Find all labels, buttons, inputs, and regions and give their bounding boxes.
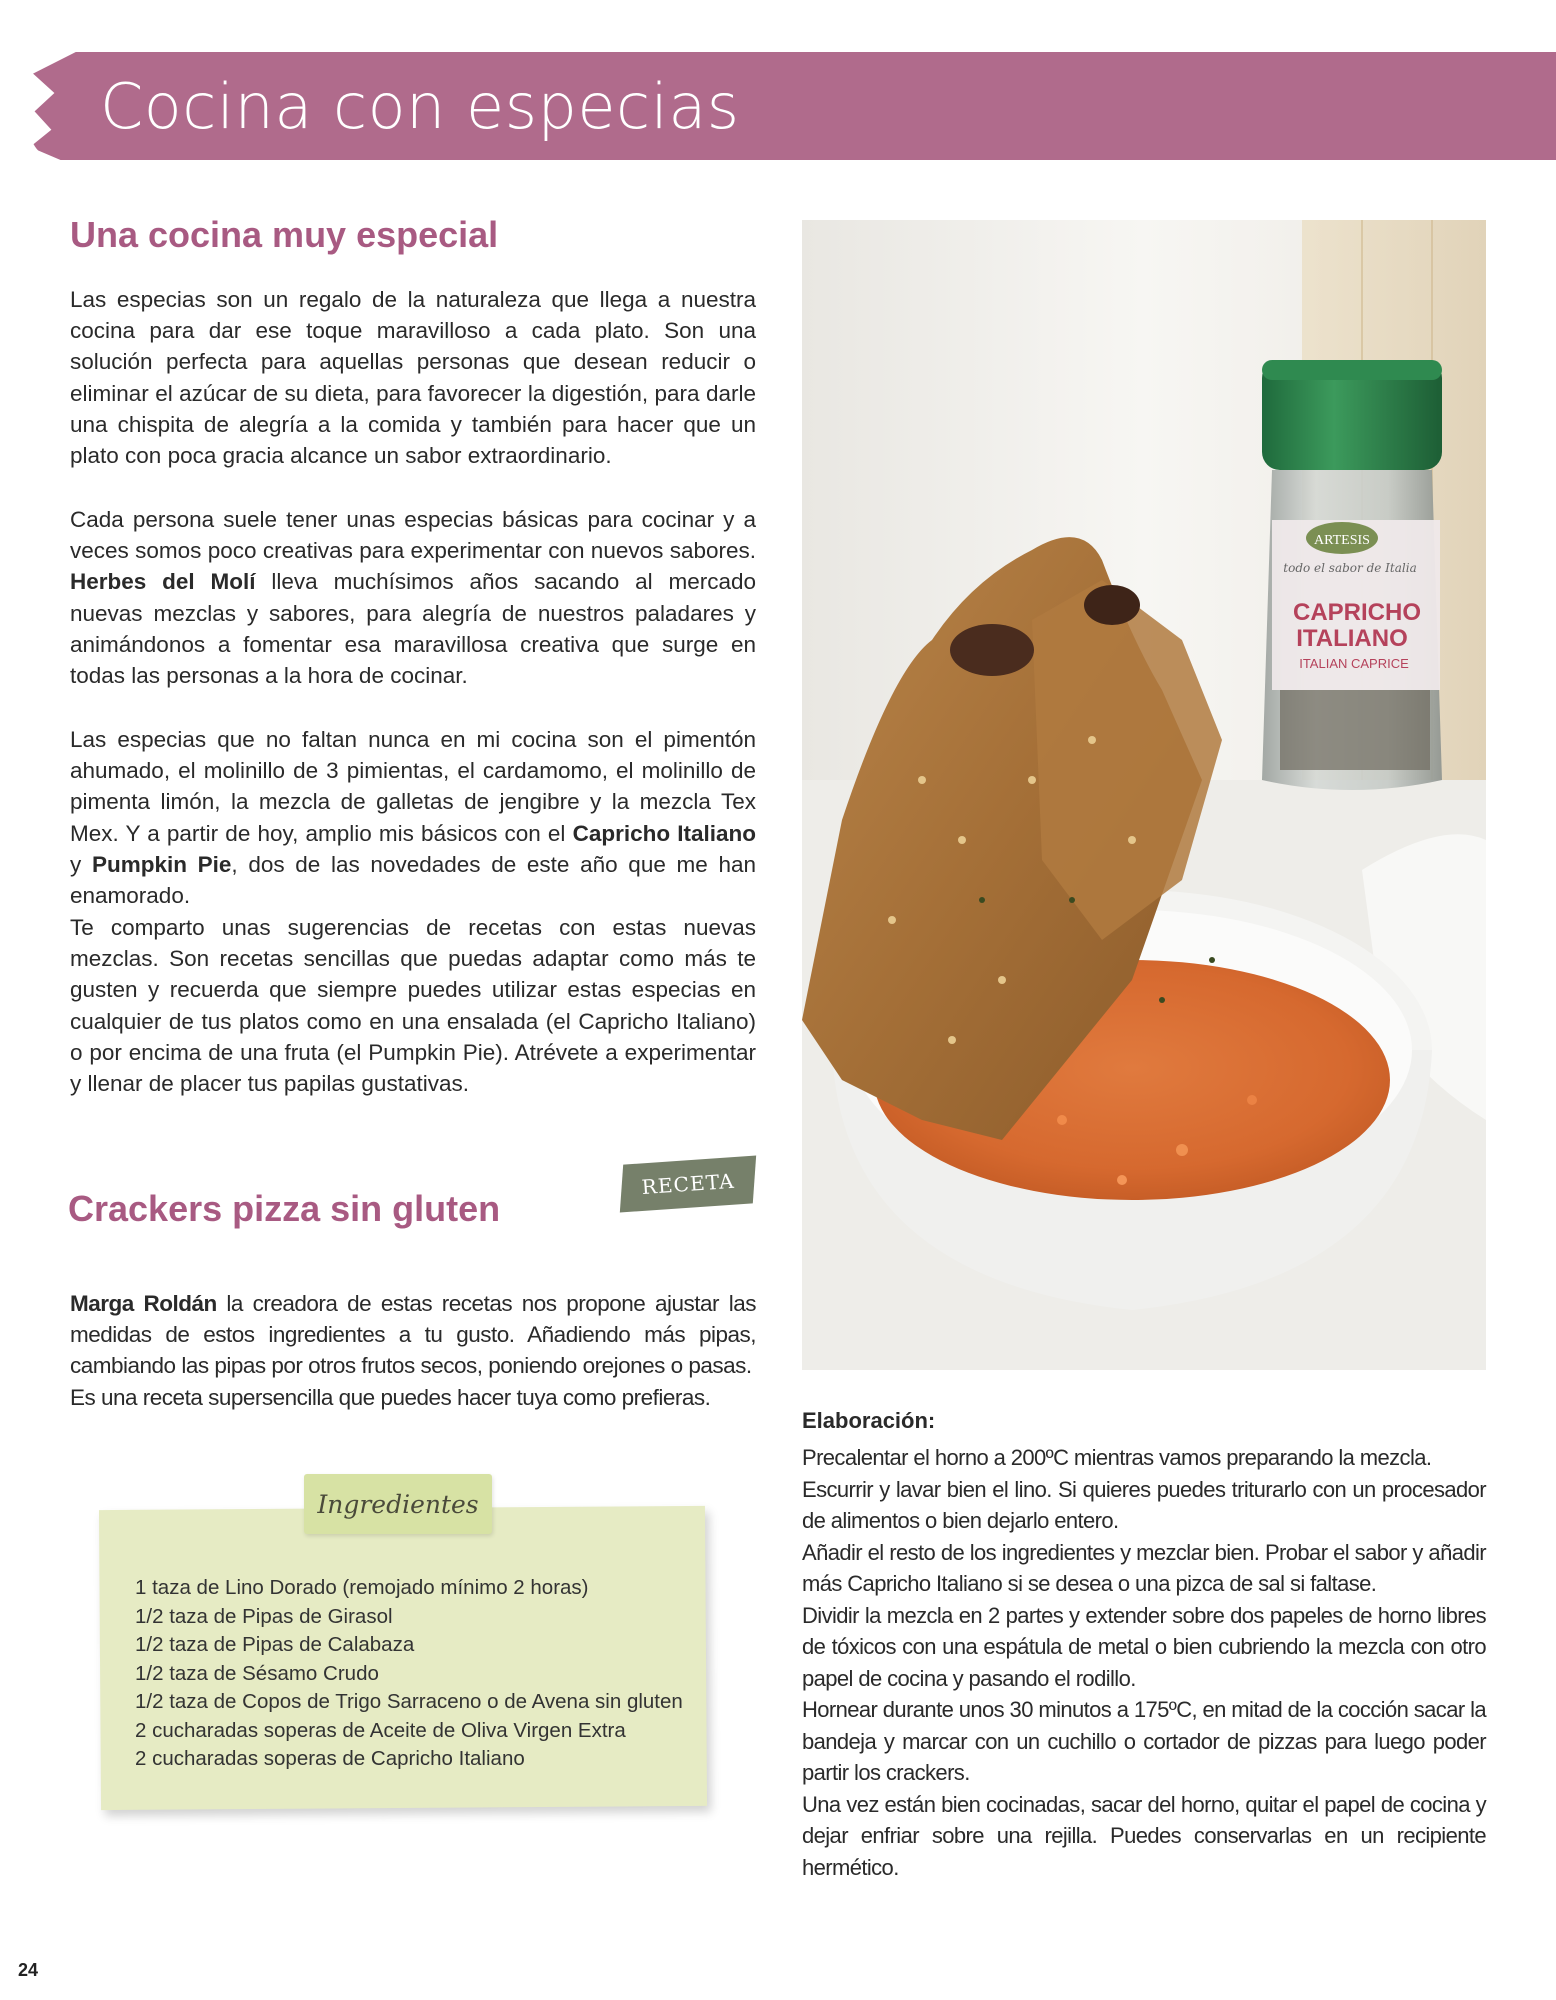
ingredient-item: 1/2 taza de Pipas de Girasol [135, 1604, 393, 1628]
ingredient-item: 2 cucharadas soperas de Aceite de Oliva Virgen Extra [135, 1718, 626, 1742]
elaboration-step: Hornear durante unos 30 minutos a 175ºC, en mitad de la cocción sacar la bandeja y marcar con un cuchillo o cortador de pizzas para luego poder partir los crackers. [802, 1697, 1486, 1785]
paragraph-text: Es una receta supersencilla que puedes hacer tuya como prefieras. [70, 1384, 711, 1410]
elaboration-step: Dividir la mezcla en 2 partes y extender sobre dos papeles de horno libres de tóxicos con una espátula de metal o bien cubriendo la mezcla con otro papel de cocina y pasando el rodillo. [802, 1602, 1486, 1691]
elaboration-step: Añadir el resto de los ingredientes y mezclar bien. Probar el sabor y añadir más Capricho Italiano si se desea o una pizca de sal si faltase. [802, 1539, 1486, 1596]
jar-brand: ARTESIS [1314, 533, 1370, 548]
page-title: Cocina con especias [100, 70, 740, 143]
recipe-badge [620, 1155, 756, 1212]
recipe-badge-label: RECETA [640, 1168, 736, 1200]
ingredients-tab [304, 1474, 492, 1534]
paragraph-brand [70, 504, 756, 691]
ingredient-item: 1/2 taza de Pipas de Calabaza [135, 1633, 415, 1656]
elaboration-step: Una vez están bien cocinadas, sacar del horno, quitar el papel de cocina y dejar enfriar sobre una rejilla. Puedes conservarlas en un recipiente hermético. [802, 1791, 1486, 1880]
ingredient-item: 2 cucharadas soperas de Capricho Italiano [135, 1747, 525, 1770]
elaboration-step: Escurrir y lavar bien el lino. Si quieres puedes triturarlo con un procesador de alimentos o bien dejarlo entero. [802, 1476, 1486, 1533]
ingredients-list [135, 1574, 683, 1774]
jar-label-line2: ITALIANO [1296, 625, 1408, 652]
ingredient-item: 1/2 taza de Copos de Trigo Sarraceno o de Avena sin gluten [135, 1690, 683, 1713]
elaboration-steps [802, 1442, 1486, 1883]
paragraph-text: y [70, 851, 92, 877]
ingredient-item: 1 taza de Lino Dorado (remojado mínimo 2 horas) [135, 1576, 589, 1599]
author-name: Marga Roldán [70, 1291, 217, 1316]
paragraph-text: Las especias que no faltan nunca en mi cocina son el pimentón ahumado, el molinillo de 3 pimientas, el cardamomo, el molinillo de pimenta limón, la mezcla de galletas de jengibre y la mezcla Tex Mex. Y a partir de hoy, amplio mis básicos con el [70, 727, 756, 846]
page-number: 24 [18, 1960, 39, 1980]
paragraph-text: , dos de las novedades de este año que me han enamorado. [70, 851, 756, 909]
elaboration-title: Elaboración: [802, 1408, 936, 1433]
elaboration-step: Precalentar el horno a 200ºC mientras vamos preparando la mezcla. [802, 1445, 1432, 1470]
section-heading: Una cocina muy especial [70, 214, 499, 255]
ingredient-item: 1/2 taza de Sésamo Crudo [135, 1661, 379, 1685]
ingredients-title: Ingredientes [317, 1489, 479, 1519]
brand-name: Herbes del Molí [70, 569, 256, 595]
product-name: Pumpkin Pie [91, 851, 232, 877]
paragraph-text: lleva muchísimos años sacando al mercado nuevas mezclas y sabores, para alegría de nuestros paladares y animándonos a fomentar esa maravillosa creativa que surge en todas las personas a la hora de cocinar. [70, 569, 757, 689]
photo-illustration [802, 220, 1486, 1370]
recipe-photo [802, 220, 1486, 1370]
paragraph-intro: Las especias son un regalo de la naturaleza que llega a nuestra cocina para dar ese toque maravilloso a cada plato. Son una solución perfecta para aquellas personas que desean reducir o eliminar el azúcar de su dieta, para favorecer la digestión, para darle una chispita de alegría a la comida y también para hacer que un plato con poca gracia alcance un sabor extraordinario. [70, 287, 756, 469]
paragraph-text: la creadora de estas recetas nos propone ajustar las medidas de estos ingredientes a tu gusto. Añadiendo más pipas, cambiando las pipas por otros frutos secos, poniendo orejones o pasas. [70, 1291, 756, 1379]
jar-tagline: todo el sabor de Italia [1283, 561, 1417, 575]
recipe-heading: Crackers pizza sin gluten [68, 1188, 501, 1229]
paragraph-suggestions: Te comparto unas sugerencias de recetas con estas nuevas mezclas. Son recetas sencillas que puedas adaptar como más te gusten y recuerda que siempre puedes utilizar estas especias en cualquier de tus platos como en una ensalada (el Capricho Italiano) o por encima de una fruta (el Pumpkin Pie). Atrévete a experimentar y llenar de placer tus papilas gustativas. [70, 915, 756, 1097]
product-name: Capricho Italiano [572, 820, 756, 846]
jar-label-line3: ITALIAN CAPRICE [1299, 656, 1409, 671]
jar-label-line1: CAPRICHO [1292, 599, 1422, 626]
paragraph-spices [70, 724, 756, 911]
recipe-intro [70, 1288, 756, 1413]
paragraph-text: Cada persona suele tener unas especias básicas para cocinar y a veces somos poco creativas para experimentar con nuevos sabores. [70, 507, 756, 564]
